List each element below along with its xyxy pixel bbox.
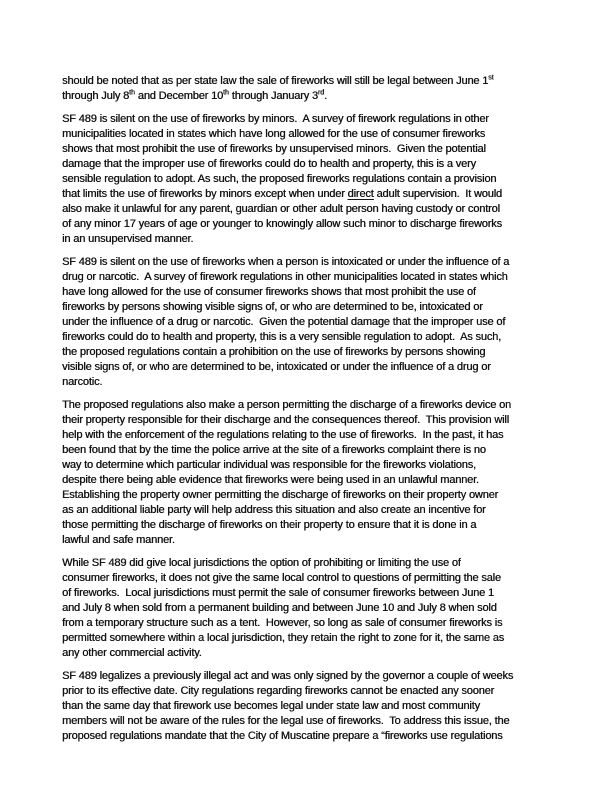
text-line: those permitting the discharge of fireworks on their property to ensure that it is done in a bbox=[62, 519, 477, 531]
text-line: as an additional liable party will help address this situation and also create an incentive for bbox=[62, 504, 486, 516]
text-line: SF 489 is silent on the use of fireworks by minors. A survey of firework regulations in other bbox=[62, 113, 489, 125]
document-body-text bbox=[62, 74, 562, 752]
text-line: narcotic. bbox=[62, 376, 103, 388]
text-line: and July 8 when sold from a permanent building and between June 10 and July 8 when sold bbox=[62, 602, 497, 614]
text-line: from a temporary structure such as a tent. However, so long as sale of consumer fireworks is bbox=[62, 617, 503, 629]
ordinal-superscript: rd bbox=[317, 89, 325, 97]
text-line: While SF 489 did give local jurisdictions the option of prohibiting or limiting the use of bbox=[62, 557, 461, 569]
text-line: The proposed regulations also make a person permitting the discharge of a fireworks device on bbox=[62, 399, 511, 411]
text-line: visible signs of, or who are determined to be, intoxicated or under the influence of a drug or bbox=[62, 361, 491, 373]
text-line: permitted somewhere within a local jurisdiction, they retain the right to zone for it, the same as bbox=[62, 632, 505, 644]
text-line: their property responsible for their discharge and the consequences thereof. This provision will bbox=[62, 414, 509, 426]
text-line: under the influence of a drug or narcotic. Given the potential damage that the improper use of bbox=[62, 316, 506, 328]
text-line: Establishing the property owner permitting the discharge of fireworks on their property owner bbox=[62, 489, 499, 501]
text-line: municipalities located in states which have long allowed for the use of consumer fireworks bbox=[62, 128, 486, 140]
text-line: also make it unlawful for any parent, guardian or other adult person having custody or control bbox=[62, 203, 500, 215]
text-line: fireworks by persons showing visible signs of, or who are determined to be, intoxicated or bbox=[62, 301, 483, 313]
text-line: fireworks could do to health and property, this is a very sensible regulation to adopt. As such, bbox=[62, 331, 501, 343]
text-line: proposed regulations mandate that the City of Muscatine prepare a “fireworks use regulations bbox=[62, 730, 503, 742]
text-line: any other commercial activity. bbox=[62, 647, 202, 659]
text-line: SF 489 is silent on the use of fireworks when a person is intoxicated or under the influence of a bbox=[62, 256, 510, 268]
text-line: SF 489 legalizes a previously illegal act and was only signed by the governor a couple of weeks bbox=[62, 670, 514, 682]
text-line: help with the enforcement of the regulations relating to the use of fireworks. In the past, it has bbox=[62, 429, 504, 441]
text-line: of fireworks. Local jurisdictions must permit the sale of consumer fireworks between June 1 bbox=[62, 587, 494, 599]
paragraph-2 bbox=[62, 112, 562, 247]
text-line: drug or narcotic. A survey of firework regulations in other municipalities located in states which bbox=[62, 271, 508, 283]
text-line: in an unsupervised manner. bbox=[62, 233, 194, 245]
text-line: prior to its effective date. City regulations regarding fireworks cannot be enacted any sooner bbox=[62, 685, 495, 697]
paragraph-5 bbox=[62, 556, 562, 661]
ordinal-superscript: st bbox=[488, 74, 494, 82]
paragraph-4 bbox=[62, 398, 562, 548]
text-line: lawful and safe manner. bbox=[62, 534, 175, 546]
text-line: been found that by the time the police arrive at the site of a fireworks complaint there is no bbox=[62, 444, 486, 456]
text-line: have long allowed for the use of consumer fireworks shows that most prohibit the use of bbox=[62, 286, 476, 298]
text-line: that limits the use of fireworks by minors except when under direct adult supervision. It would bbox=[62, 188, 502, 200]
text-line: sensible regulation to adopt. As such, the proposed fireworks regulations contain a provision bbox=[62, 173, 497, 185]
ordinal-superscript: th bbox=[129, 89, 135, 97]
text-line: the proposed regulations contain a prohibition on the use of fireworks by persons showing bbox=[62, 346, 486, 358]
text-line: of any minor 17 years of age or younger to knowingly allow such minor to discharge fireworks bbox=[62, 218, 502, 230]
text-line: members will not be aware of the rules for the legal use of fireworks. To address this issue, the bbox=[62, 715, 510, 727]
paragraph-6 bbox=[62, 669, 562, 744]
underlined-word: direct bbox=[347, 188, 374, 200]
text-line: way to determine which particular individual was responsible for the fireworks violations, bbox=[62, 459, 476, 471]
text-line: damage that the improper use of fireworks could do to health and property, this is a very bbox=[62, 158, 476, 170]
text-line: than the same day that firework use becomes legal under state law and most community bbox=[62, 700, 480, 712]
text-line: consumer fireworks, it does not give the same local control to questions of permitting the sale bbox=[62, 572, 501, 584]
paragraph-1 bbox=[62, 74, 562, 104]
paragraph-3 bbox=[62, 255, 562, 390]
text-line: should be noted that as per state law the sale of fireworks will still be legal between June 1st bbox=[62, 74, 494, 87]
text-line: shows that most prohibit the use of fireworks by unsupervised minors. Given the potential bbox=[62, 143, 486, 155]
ordinal-superscript: th bbox=[222, 89, 229, 97]
text-line: through July 8th and December 10th through January 3rd. bbox=[62, 89, 327, 102]
text-line: despite there being able evidence that fireworks were being used in an unlawful manner. bbox=[62, 474, 479, 486]
